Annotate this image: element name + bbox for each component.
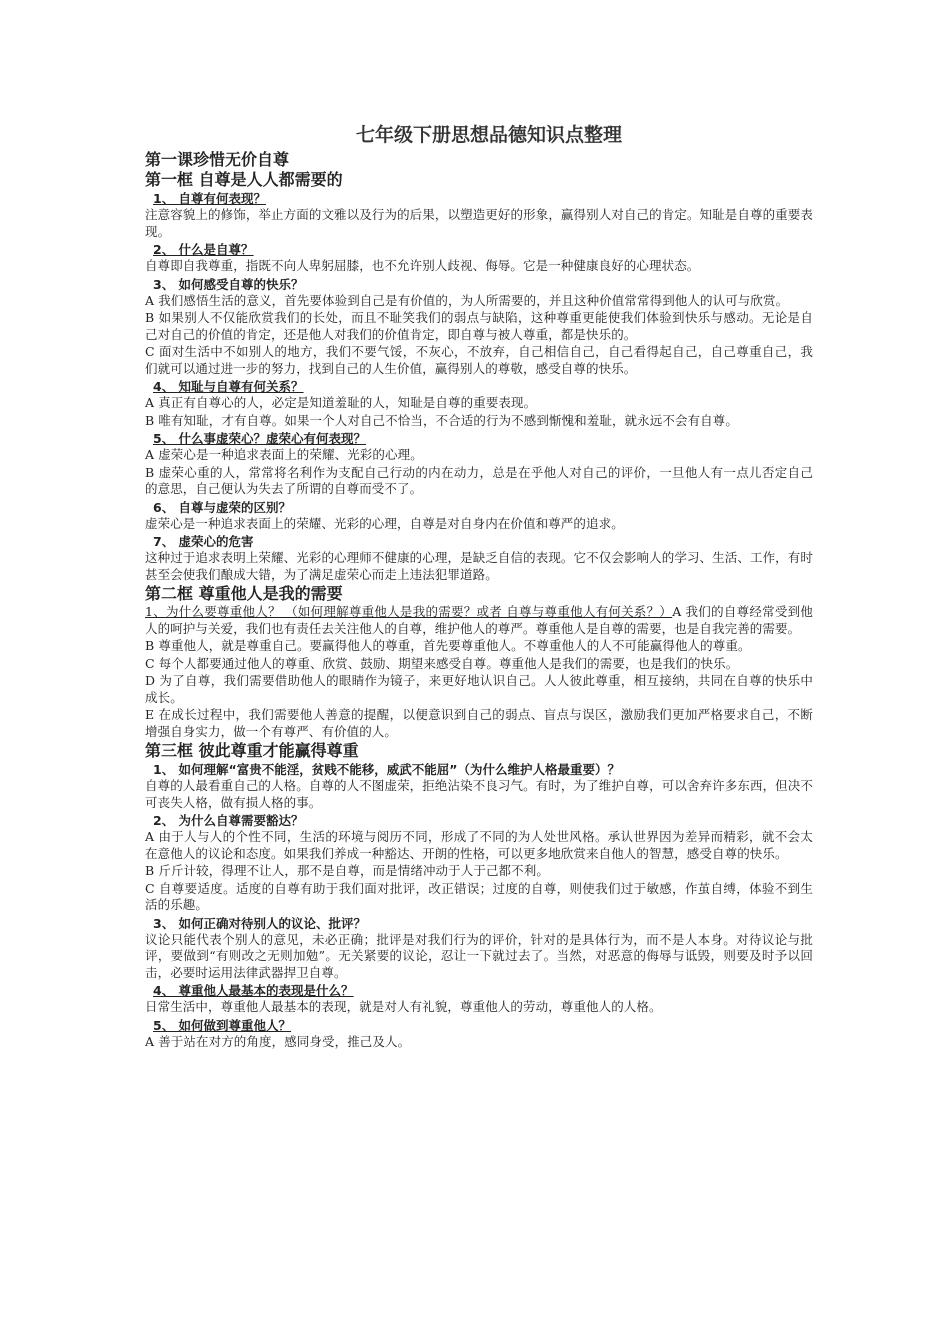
question-text: 5、 什么事虚荣心？虚荣心有何表现？ <box>153 431 367 446</box>
question-heading: 3、 如何正确对待别人的议论、批评？ <box>153 915 367 931</box>
answer-paragraph: 注意容貌上的修饰，举止方面的文雅以及行为的后果，以塑造更好的形象，赢得别人对自己的肯定。知耻是自尊的重要表现。 <box>145 207 813 239</box>
lesson-heading: 第一课珍惜无价自尊 <box>145 150 290 169</box>
document-page <box>145 122 813 1051</box>
question-text: 5、 如何做到尊重他人？ <box>153 1017 292 1033</box>
document-title: 七年级下册思想品德知识点整理 <box>355 124 622 146</box>
question-inline: 1、为什么要尊重他人？ （如何理解尊重他人是我的需要？或者 自尊与尊重他人有何关系？） <box>145 604 673 619</box>
question-heading: 3、 如何感受自尊的快乐？ <box>153 276 304 292</box>
answer-paragraph: B 斤斤计较，得理不让人，那不是自尊，而是情绪冲动于人于己都不利。 <box>145 863 549 878</box>
answer-paragraph: A 真正有自尊心的人，必定是知道羞耻的人，知耻是自尊的重要表现。 <box>145 395 537 410</box>
frame3-heading: 第三框 彼此尊重才能赢得尊重 <box>145 741 359 760</box>
answer-paragraph: C 面对生活中不如别人的地方，我们不要气馁，不灰心，不放弃，自己相信自己，自己看得起自己，自己尊重自己，我们就可以通过进一步的努力，找到自己的人生价值，赢得别人的尊敬，感受自尊的快乐。 <box>145 344 813 376</box>
question-heading <box>145 190 813 207</box>
answer-paragraph: A 我们感悟生活的意义，首先要体验到自己是有价值的，为人所需要的，并且这种价值常常得到他人的认可与欣赏。 <box>145 292 789 308</box>
question-heading <box>145 1017 813 1034</box>
answer-paragraph: 这种过于追求表明上荣耀、光彩的心理师不健康的心理，是缺乏自信的表现。它不仅会影响人的学习、生活、工作，有时甚至会使我们酿成大错，为了满足虚荣心而走上违法犯罪道路。 <box>145 550 813 582</box>
answer-paragraph: 议论只能代表个别人的意见，未必正确；批评是对我们行为的评价，针对的是具体行为，而不是人本身。对待议论与批评，要做到“有则改之无则加勉”。无关紧要的议论，忍让一下就过去了。当然，对恶意的侮辱与诋毁，则要及时予以回击，必要时运用法律武器捍卫自尊。 <box>145 931 813 980</box>
answer-paragraph <box>145 604 813 637</box>
answer-paragraph: A 由于人与人的个性不同，生活的环境与阅历不同，形成了不同的为人处世风格。承认世界因为差异而精彩，就不会太在意他人的议论和态度。如果我们养成一种豁达、开朗的性格，可以更多地欣赏来自他人的智慧，感受自尊的快乐。 <box>145 829 813 861</box>
frame2-heading: 第二框 尊重他人是我的需要 <box>145 584 343 603</box>
answer-paragraph: D 为了自尊，我们需要借助他人的眼睛作为镜子，来更好地认识自己。人人彼此尊重，相互接纳，共同在自尊的快乐中成长。 <box>145 673 813 705</box>
answer-paragraph: B 尊重他人，就是尊重自己。要赢得他人的尊重，首先要尊重他人。不尊重他人的人不可能赢得他人的尊重。 <box>145 638 751 653</box>
answer-paragraph: 自尊的人最看重自己的人格。自尊的人不图虚荣，拒绝沾染不良习气。有时，为了维护自尊，可以舍弃许多东西，但决不可丧失人格，做有损人格的事。 <box>145 778 813 810</box>
question-heading <box>145 430 813 447</box>
frame1-heading: 第一框 自尊是人人都需要的 <box>145 170 343 189</box>
answer-paragraph: B 唯有知耻，才有自尊。如果一个人对自己不恰当，不合适的行为不感到惭愧和羞耻，就永远不会有自尊。 <box>145 412 738 428</box>
answer-paragraph: A 虚荣心是一种追求表面上的荣耀、光彩的心理。 <box>145 447 423 462</box>
question-heading: 6、 自尊与虚荣的区别？ <box>153 499 292 515</box>
question-text: 1、 自尊有何表现？ <box>153 191 267 206</box>
question-heading <box>145 241 813 258</box>
answer-paragraph: 虚荣心是一种追求表面上的荣耀、光彩的心理，自尊是对自身内在价值和尊严的追求。 <box>145 515 624 531</box>
question-text: 4、 知耻与自尊有何关系？ <box>153 379 304 394</box>
question-heading: 2、 为什么自尊需要豁达？ <box>153 813 304 828</box>
answer-inline: A 我们的自尊经常受到他人的呵护与关爱，我们也有责任去关注他人的自尊，维护他人的尊严。尊重他人是自尊的需要，也是自我完善的需要。 <box>145 604 814 636</box>
answer-paragraph: 自尊即自我尊重，指既不向人卑躬屈膝，也不允许别人歧视、侮辱。它是一种健康良好的心理状态。 <box>145 258 700 273</box>
question-heading: 7、 虚荣心的危害 <box>153 534 254 549</box>
answer-paragraph: B 如果别人不仅能欣赏我们的长处，而且不耻笑我们的弱点与缺陷，这种尊重更能使我们体验到快乐与感动。无论是自己对自己的价值的肯定，还是他人对我们的价值肯定，即自尊与被人尊重，都是快乐的。 <box>145 310 813 342</box>
answer-paragraph: A 善于站在对方的角度，感同身受，推己及人。 <box>145 1033 411 1049</box>
question-heading <box>145 982 813 999</box>
answer-paragraph: B 虚荣心重的人，常常将名利作为支配自己行动的内在动力，总是在乎他人对自己的评价，一旦他人有一点儿否定自己的意思，自己便认为失去了所谓的自尊而受不了。 <box>145 464 813 496</box>
question-heading <box>145 378 813 395</box>
question-heading: 1、 如何理解“富贵不能淫，贫贱不能移，威武不能屈”（为什么维护人格最重要）？ <box>153 762 620 777</box>
answer-paragraph: C 自尊要适度。适度的自尊有助于我们面对批评，改正错误；过度的自尊，则使我们过于敏感，作茧自缚，体验不到生活的乐趣。 <box>145 880 813 912</box>
answer-paragraph: E 在成长过程中，我们需要他人善意的提醒，以便意识到自己的弱点、盲点与误区，激励我们更加严格要求自己，不断增强自身实力，做一个有尊严、有价值的人。 <box>145 707 813 739</box>
question-text: 2、 什么是自尊？ <box>153 242 254 257</box>
answer-paragraph: 日常生活中，尊重他人最基本的表现，就是对人有礼貌，尊重他人的劳动，尊重他人的人格。 <box>145 999 662 1014</box>
question-text: 4、 尊重他人最基本的表现是什么？ <box>153 983 354 998</box>
answer-paragraph: C 每个人都要通过他人的尊重、欣赏、鼓励、期望来感受自尊。尊重他人是我们的需要，也是我们的快乐。 <box>145 655 739 671</box>
